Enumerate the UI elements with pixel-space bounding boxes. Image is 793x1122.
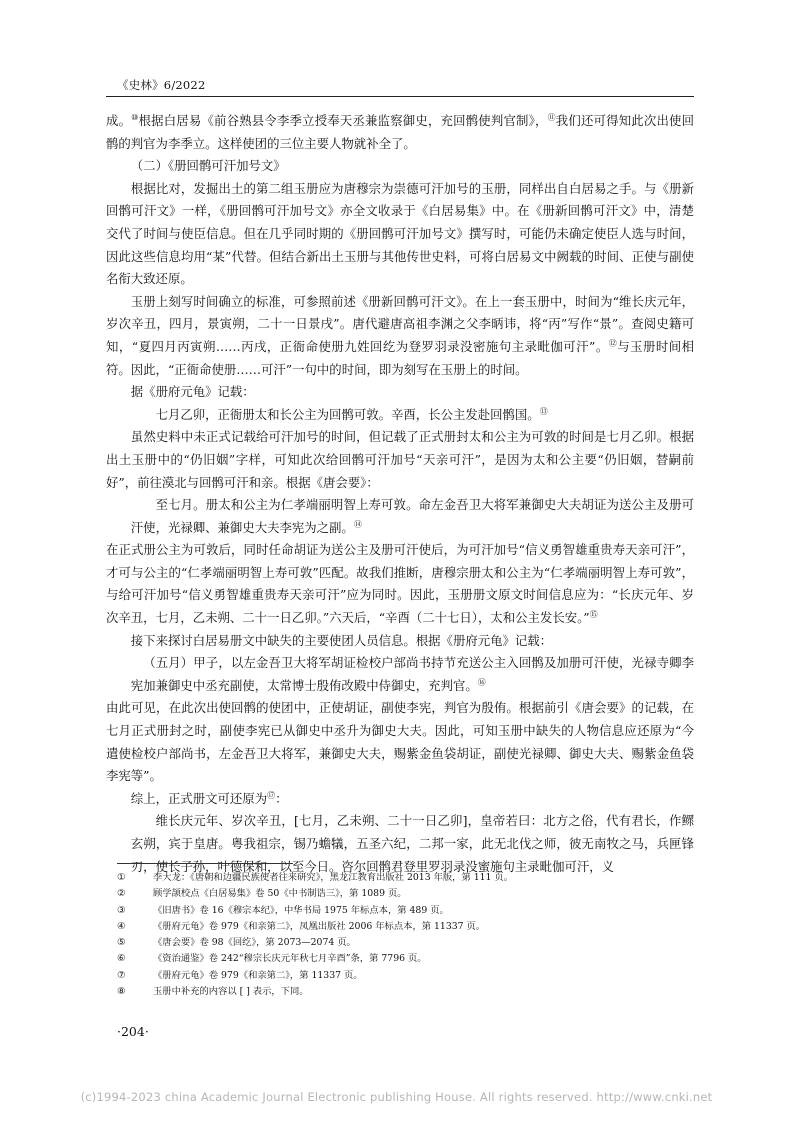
footnote-text: 《旧唐书》卷 16《穆宗本纪》，中华书局 1975 年标点本，第 489 页。 — [153, 904, 449, 916]
footnote — [117, 935, 677, 951]
block-quote-4: 维长庆元年、岁次辛丑，[七月，乙未朔、二十一日乙卯]，皇帝若曰：北方之俗，代有君长，作鳏玄朔，宾于皇唐。粤我祖宗，锡乃蟾犠，五圣六纪，二邦一家，此无北伐之师，彼无南牧之马，兵匣锋刃，使长子孙，叶德保和，以至今日。咨尔回鹘君登里罗羽录没蜜施句主录毗伽可汗，义 — [130, 813, 694, 874]
article-body — [106, 110, 694, 878]
footnote-ref: ⑩ — [131, 112, 139, 122]
footnote-mark: ① — [117, 872, 126, 883]
header-rule — [106, 96, 694, 97]
footnote-mark: ③ — [117, 904, 126, 916]
footnote-text: 顾学颉校点《白居易集》卷 50《中书制诰三》，第 1089 页。 — [153, 888, 407, 900]
block-quote-1: 七月乙卯，正衙册太和长公主为回鹘可敦。辛酉，长公主发赴回鹘国。⑬ — [155, 406, 548, 422]
footnote-text: 《唐会要》卷 98《回纥》，第 2073—2074 页。 — [153, 937, 356, 949]
footnote — [117, 903, 677, 919]
footnote-ref: ⑬ — [539, 406, 548, 416]
footnote-ref: ⑮ — [589, 609, 598, 619]
footnote-text: 《资治通鉴》卷 242“穆宗长庆元年秋七月辛酉”条，第 7796 页。 — [153, 953, 427, 965]
running-header: 《史林》6/2022 — [117, 78, 206, 92]
footnote-text: 《册府元龟》卷 979《和亲第二》，凤凰出版社 2006 年标点本，第 11337 页。 — [153, 920, 486, 932]
footnote — [117, 886, 677, 902]
paragraph-7: 接下来探讨白居易册文中缺失的主要使团人员信息。根据《册府元龟》记载： — [130, 632, 553, 648]
footnote-rule — [117, 863, 293, 864]
footnote-mark: ⑤ — [117, 937, 126, 949]
paragraph-8: 由此可见，在此次出使回鹘的使团中，正使胡证，副使李宪，判官为殷侑。根据前引《唐会要》的记载，在七月正式册封之时，副使李宪已从御史中丞升为御史大夫。因此，可知玉册中缺失的人物信息应还原为“今遣使检校户部尚书，左金吾卫大将军，兼御史大夫，赐紫金鱼袋胡证，副使光禄卿、御史大夫、赐紫金鱼袋李宪等”。 — [106, 700, 694, 784]
footnote-ref: ⑭ — [353, 519, 362, 529]
footnote — [117, 919, 677, 935]
footnote-mark: ⑥ — [117, 953, 126, 965]
publisher-watermark: (c)1994-2023 china Academic Journal Electronic publishing House. All rights reserved. http://www.cnki.net — [80, 1090, 713, 1104]
footnote-mark: ② — [117, 888, 126, 900]
paragraph-9: 综上，正式册文可还原为⑰： — [130, 790, 288, 806]
paragraph-4: 据《册府元龟》记载： — [130, 384, 255, 400]
paragraph-5: 虽然史料中未正式记载给可汗加号的时间，但记载了正式册封太和公主为可敦的时间是七月乙卯。根据出土玉册中的“仍旧姻”字样，可知此次给回鹘可汗加号“天亲可汗”，是因为太和公主要“仍旧姻，替嗣前好”，前往漠北与回鹘可汗和亲。根据《唐会要》： — [106, 429, 694, 490]
footnote — [117, 968, 677, 984]
block-quote-3: （五月）甲子，以左金吾卫大将军胡证检校户部尚书持节充送公主入回鹘及加册可汗使，光禄寺卿李宪加兼御史中丞充副使，太常博士殷侑改殿中侍御史，充判官。⑯ — [130, 655, 694, 693]
footnote-mark: ⑧ — [117, 986, 126, 998]
footnote-mark: ⑦ — [117, 969, 126, 981]
footnote — [117, 870, 677, 886]
footnote-text: 玉册中补充的内容以 [ ] 表示，下同。 — [153, 986, 309, 998]
paragraph-2: 根据比对，发掘出土的第二组玉册应为唐穆宗为崇德可汗加号的玉册，同样出自白居易之手。与《册新回鹘可汗文》一样，《册回鹘可汗加号文》亦全文收录于《白居易集》中。在《册新回鹘可汗文》中，清楚交代了时间与使臣信息。但在几乎同时期的《册回鹘可汗加号文》撰写时，可能仍未确定使臣人选与时间，因此这些信息均用“某”代替。但结合新出土玉册与其他传世史料，可将白居易文中阙载的时间、正使与副使名衔大致还原。 — [106, 180, 694, 287]
paragraph-3: 玉册上刻写时间确立的标准，可参照前述《册新回鹘可汗文》。在上一套玉册中，时间为“维长庆元年，岁次辛丑，四月，景寅朔，二十一日景戌”。唐代避唐高祖李渊之父李昞讳，将“丙”写作“景”。查阅史籍可知，“夏四月丙寅朔……丙戌，正衙命使册九姓回纥为登罗羽录没密施句主录毗伽可汗”。⑫与玉册时间相符。因此，“正衙命使册……可汗”一句中的时间，即为刻写在玉册上的时间。 — [106, 293, 695, 377]
footnote — [117, 951, 677, 967]
footnote — [117, 984, 677, 1000]
footnote-ref: ⑰ — [267, 790, 276, 800]
footnote-text: 《册府元龟》卷 979《和亲第二》，第 11337 页。 — [153, 969, 363, 981]
block-quote-2: 至七月。册太和公主为仁孝端丽明智上寿可敦。命左金吾卫大将军兼御史大夫胡证为送公主及册可汗使，光禄卿、兼御史大夫李宪为之副。⑭ — [130, 497, 694, 535]
footnote-ref: ⑫ — [608, 338, 618, 348]
section-heading: （二）《册回鹘可汗加号文》 — [130, 158, 286, 174]
paragraph-6: 在正式册公主为可敦后，同时任命胡证为送公主及册可汗使后，为可汗加号“信义勇智雄重贵寿天亲可汗”，才可与公主的“仁孝端丽明智上寿可敦”匹配。故我们推断，唐穆宗册太和公主为“仁孝端丽明智上寿可敦”，与给可汗加号“信义勇智雄重贵寿天亲可汗”应为同时。因此，玉册册文原文时间信息应为：“长庆元年、岁次辛丑，七月，乙未朔、二十一日乙卯。”六天后，“辛酉（二十七日），太和公主发长安。”⑮ — [106, 542, 694, 626]
page-number: ·204· — [117, 1024, 149, 1039]
footnote-ref: ⑯ — [477, 677, 486, 687]
paragraph-1: 成。⑩根据白居易《前谷熟县令李季立授奉天丞兼监察御史，充回鹘使判官制》，⑪我们还可得知此次出使回鹘的判官为李季立。这样使团的三位主要人物就补全了。 — [106, 112, 695, 151]
footnote-ref: ⑪ — [547, 112, 556, 122]
footnotes — [117, 870, 677, 1000]
footnote-text: 李大龙：《唐朝和边疆民族使者往来研究》，黑龙江教育出版社 2013 年版，第 111 页。 — [153, 872, 514, 883]
footnote-mark: ④ — [117, 920, 126, 932]
